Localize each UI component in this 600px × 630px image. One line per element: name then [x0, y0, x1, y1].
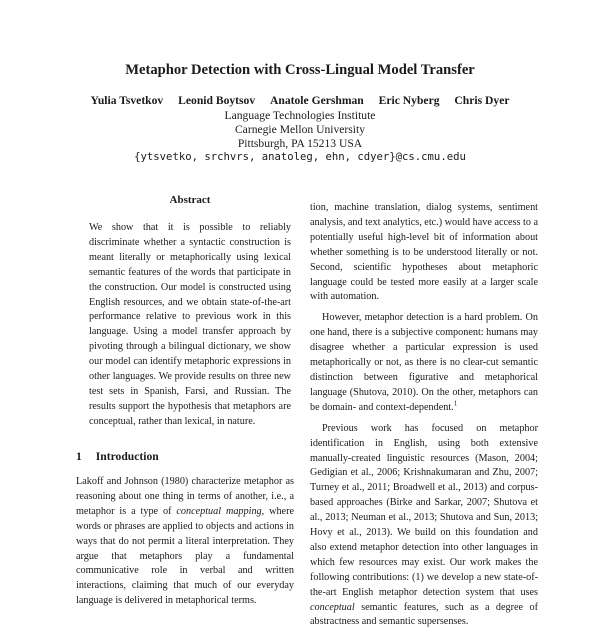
right-paragraph-3	[310, 422, 538, 630]
author-name: Yulia Tsvetkov	[90, 94, 164, 107]
affiliation-university: Carnegie Mellon University	[234, 123, 366, 136]
para2-text: However, metaphor detection is a hard problem. On one hand, there is a subjective component: humans may disagree whether a particular expression is used metaphorically or not, as there is no clear-cut semantic distinction between figurative and metaphorical language (Shutova, 2010). On the other, metaphors can be domain- and context-dependent.	[310, 312, 538, 413]
author-name: Chris Dyer	[454, 94, 510, 107]
intro-text-start: Lakoff and Johnson (1980) characterize metaphor as reasoning about one thing in terms of another, i.e., a metaphor is a type of	[76, 476, 294, 517]
author-emails: {ytsvetko, srchvrs, anatoleg, ehn, cdyer}@cs.cmu.edu	[134, 151, 466, 163]
author-name: Leonid Boytsov	[178, 94, 256, 107]
paper-title: Metaphor Detection with Cross-Lingual Model Transfer	[125, 62, 475, 78]
footnote-marker: 1	[453, 399, 458, 408]
affiliation-institute: Language Technologies Institute	[224, 109, 376, 122]
right-paragraph-1: tion, machine translation, dialog systems, sentiment analysis, and text analytics, etc.) would have access to a potentially useful high-level bit of information about whether something is to be understood literally or not. Second, scientific hypotheses about metaphoric language could be tested more easily at a larger scale with automation.	[310, 202, 539, 303]
abstract-heading: Abstract	[169, 194, 211, 206]
intro-emphasis: conceptual mapping	[176, 505, 262, 517]
author-list	[0, 93, 600, 108]
author-name: Anatole Gershman	[270, 94, 364, 107]
para3-text-start: Previous work has focused on metaphor identification in English, using both extensive manually-created linguistic resources (Mason, 2004; Gedigian et al., 2006; Krishnakumaran and Zhu, 2007; Turney et al., 2011; Broadwell et al., 2013) and corpus-based approaches (Birke and Sarkar, 2007; Shutova et al., 2013; Neuman et al., 2013; Shutova and Sun, 2013; Hovy et al., 2013). We build on this foundation and also extend metaphor detection into other languages in which few resources may exist. Our work makes the following contributions: (1) we develop a new state-of-the-art English metaphor detection system that uses	[310, 422, 538, 598]
section-heading-introduction	[76, 450, 159, 463]
para3-text-end: semantic features, such as a degree of abstractness and semantic supersenses.	[310, 601, 538, 628]
introduction-paragraph	[76, 475, 294, 609]
section-number: 1	[76, 450, 82, 463]
abstract-text: We show that it is possible to reliably discriminate whether a syntactic construction is meant literally or metaphorically using lexical semantic features of the words that participate in the construction. Our model is constructed using English resources, and we obtain state-of-the-art performance relative to previous work in this language. Using a model transfer approach by pivoting through a bilingual dictionary, we show our model can identify metaphoric expressions in other languages. We provide results on three new test sets in Spanish, Farsi, and Russian. The results support the hypothesis that metaphors are conceptual, rather than lexical, in nature.	[89, 222, 291, 427]
intro-text-end: , where words or phrases are applied to objects and actions in ways that do not permit a literal interpretation. They argue that metaphors play a fundamental communicative role in verbal and written interactions, claiming that much of our everyday language is delivered in metaphorical terms.	[76, 505, 294, 607]
author-name: Eric Nyberg	[378, 94, 440, 107]
para3-emphasis: conceptual	[310, 601, 355, 613]
right-paragraph-2	[310, 311, 538, 415]
section-title-text: Introduction	[95, 450, 159, 463]
right-column	[310, 201, 538, 630]
affiliation-address: Pittsburgh, PA 15213 USA	[237, 137, 363, 150]
